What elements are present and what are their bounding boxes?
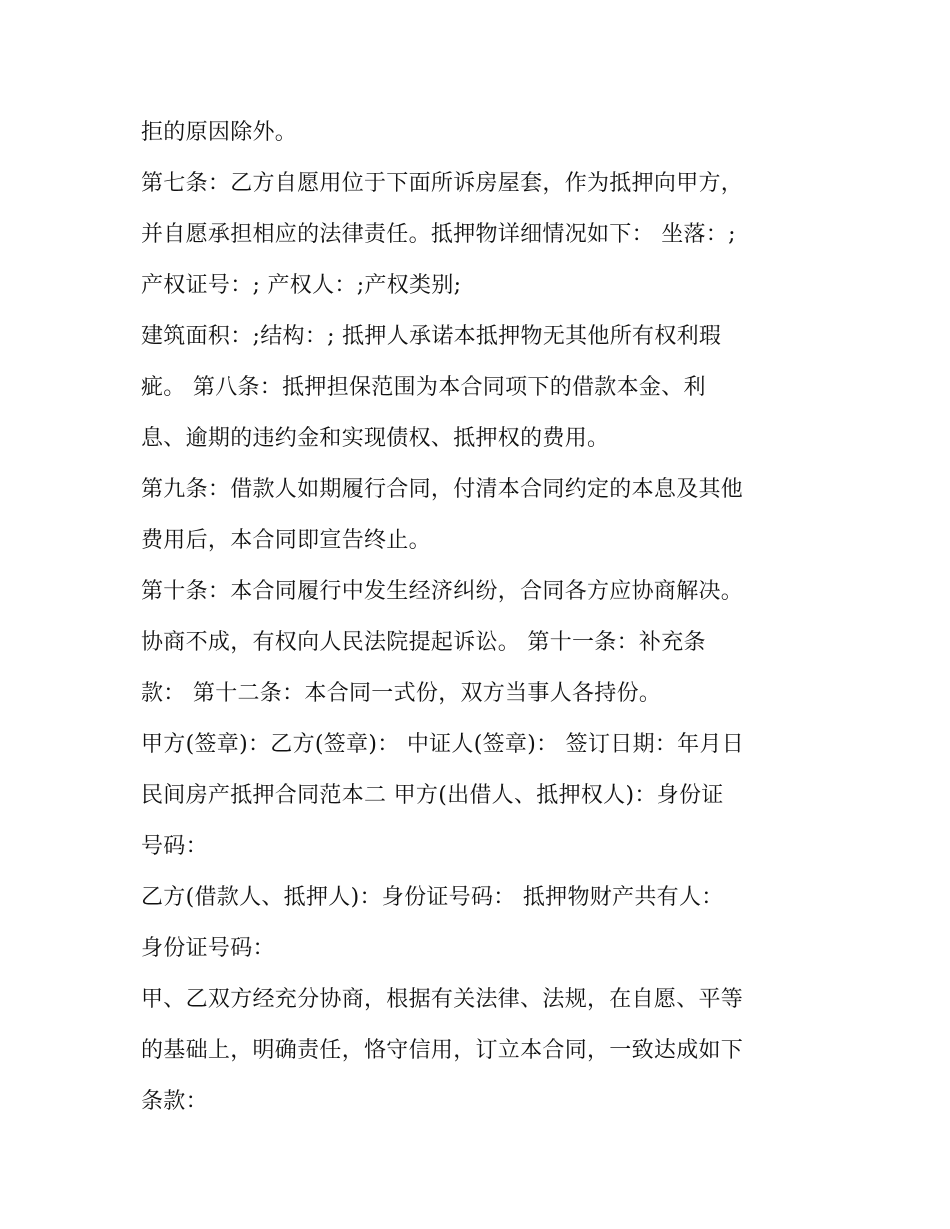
text-line: 甲方(签章)：乙方(签章)： 中证人(签章)： 签订日期：年月日	[141, 732, 745, 757]
text-line: 第九条：借款人如期履行合同，付清本合同约定的本息及其他	[141, 477, 744, 502]
text-line: 民间房产抵押合同范本二 甲方(出借人、抵押权人)：身份证	[141, 783, 724, 808]
text-line: 条款：	[141, 1089, 208, 1114]
contract-body-text	[141, 107, 831, 1127]
text-line: 第七条：乙方自愿用位于下面所诉房屋套，作为抵押向甲方，	[141, 171, 744, 196]
text-line: 产权证号：; 产权人：;产权类别;	[141, 273, 462, 298]
text-line: 号码：	[141, 834, 208, 859]
text-line: 的基础上，明确责任，恪守信用，订立本合同，一致达成如下	[141, 1038, 744, 1063]
text-line: 息、逾期的违约金和实现债权、抵押权的费用。	[141, 426, 610, 451]
text-line: 并自愿承担相应的法律责任。抵押物详细情况如下： 坐落：;	[141, 222, 736, 247]
text-line: 拒的原因除外。	[141, 120, 298, 145]
text-line: 第十条：本合同履行中发生经济纠纷，合同各方应协商解决。	[141, 579, 744, 604]
text-line: 身份证号码：	[141, 936, 275, 961]
text-line: 甲、乙双方经充分协商，根据有关法律、法规，在自愿、平等	[141, 987, 744, 1012]
text-line: 乙方(借款人、抵押人)：身份证号码： 抵押物财产共有人：	[141, 885, 724, 910]
text-line: 款： 第十二条：本合同一式份，双方当事人各持份。	[141, 681, 662, 706]
text-line: 建筑面积：;结构：; 抵押人承诺本抵押物无其他所有权利瑕	[141, 324, 722, 349]
text-line: 疵。 第八条：抵押担保范围为本合同项下的借款本金、利	[141, 375, 706, 400]
text-line: 协商不成，有权向人民法院提起诉讼。 第十一条：补充条	[141, 630, 706, 655]
text-line: 费用后，本合同即宣告终止。	[141, 528, 431, 553]
